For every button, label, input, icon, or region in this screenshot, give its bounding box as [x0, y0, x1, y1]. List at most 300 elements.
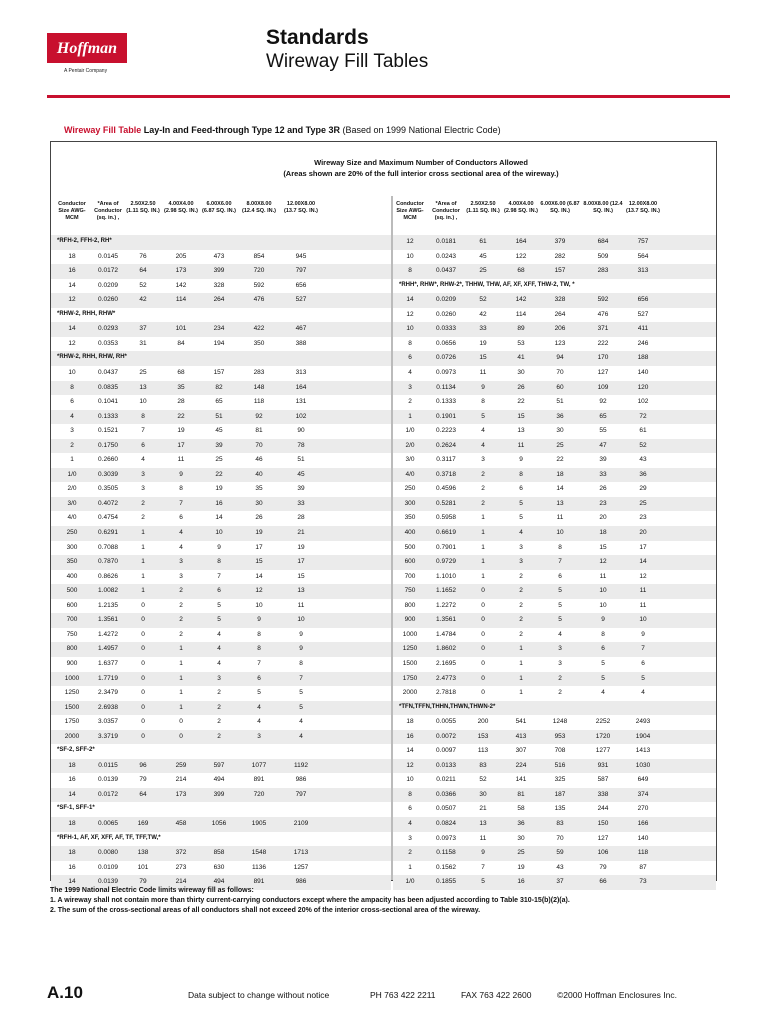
table-cell: 76 — [139, 252, 147, 260]
table-cell: 2 — [519, 572, 523, 580]
table-cell: 166 — [637, 820, 649, 827]
table-cell: 1.1652 — [436, 587, 456, 595]
table-cell: 3 — [217, 674, 221, 682]
table-cell: 11 — [639, 587, 647, 595]
table-cell: 0.0824 — [436, 820, 456, 827]
table-cell: 153 — [477, 732, 489, 740]
table-cell: 9 — [217, 543, 221, 551]
table-cell: 10 — [215, 529, 223, 536]
table-cell: 2 — [408, 849, 412, 857]
table-cell: 92 — [599, 398, 607, 406]
table-cell: 0.0080 — [98, 849, 118, 857]
table-cell: 3 — [481, 456, 485, 464]
table-cell: 3 — [141, 470, 145, 478]
table-cell: 0.0181 — [436, 238, 456, 245]
table-cell: 0 — [141, 630, 145, 638]
table-cell: 0.3718 — [436, 470, 456, 478]
table-cell: 1750 — [402, 674, 418, 682]
table-cell: 36 — [556, 412, 564, 420]
table-cell: 400 — [66, 572, 78, 580]
table-cell: 300 — [404, 499, 416, 507]
table-cell: 14 — [215, 514, 223, 522]
table-cell: 5 — [217, 616, 221, 624]
table-row — [51, 657, 391, 672]
table-cell: 1904 — [635, 732, 651, 740]
table-cell: 35 — [255, 485, 263, 493]
table-cell: 12 — [406, 310, 414, 318]
table-cell: 0 — [481, 630, 485, 638]
table-cell: 10 — [68, 368, 76, 376]
table-cell: 1248 — [552, 718, 568, 726]
table-cell: 1 — [481, 514, 485, 522]
table-cell: 21 — [297, 529, 305, 536]
table-cell: 14 — [255, 572, 263, 580]
table-cell: 19 — [517, 863, 525, 871]
table-cell: 0 — [481, 587, 485, 595]
table-cell: 750 — [404, 587, 416, 595]
table-cell: 29 — [639, 485, 647, 493]
table-cell: 16 — [406, 732, 414, 740]
table-cell: 0.0437 — [436, 267, 456, 275]
caption-title: Lay-In and Feed-through Type 12 and Type 3R — [143, 125, 340, 135]
table-row — [393, 584, 716, 599]
table-cell: 250 — [66, 529, 78, 536]
table-row — [51, 686, 391, 701]
table-cell: 400 — [404, 529, 416, 536]
table-row — [393, 439, 716, 454]
table-row — [393, 453, 716, 468]
table-cell: 270 — [637, 805, 649, 813]
table-cell: 4 — [217, 659, 221, 667]
table-row — [51, 293, 391, 308]
table-cell: 2.1695 — [436, 659, 456, 667]
table-cell: 282 — [554, 252, 566, 260]
table-cell: 2 — [519, 630, 523, 638]
section-label: *TFN,TFFN,THHN,THWN,THWN-2* — [399, 703, 496, 710]
table-cell: 141 — [515, 776, 527, 784]
table-cell: 854 — [253, 252, 265, 260]
table-cell: 541 — [515, 718, 527, 726]
table-cell: 7 — [257, 659, 261, 667]
table-cell: 6 — [257, 674, 261, 682]
column-header: 6.00X6.00 (6.87 SQ. IN.) — [540, 201, 580, 214]
table-cell: 5 — [257, 689, 261, 697]
table-cell: 7 — [141, 427, 145, 435]
column-header: 8.00X8.00 (12.4 SQ. IN.) — [242, 201, 276, 214]
table-cell: 1.3561 — [98, 616, 118, 624]
table-cell: 374 — [637, 790, 649, 798]
table-cell: 0.0353 — [98, 339, 118, 347]
table-cell: 55 — [599, 427, 607, 435]
table-cell: 0.9729 — [436, 558, 456, 566]
table-row — [393, 293, 716, 308]
table-row — [51, 773, 391, 788]
table-cell: 157 — [554, 267, 566, 275]
logo-subtitle: A Pentair Company — [64, 68, 108, 74]
table-cell: 3 — [519, 543, 523, 551]
table-cell: 0.4596 — [436, 485, 456, 493]
table-row — [51, 701, 391, 716]
table-cell: 140 — [637, 368, 649, 376]
table-cell: 39 — [599, 456, 607, 464]
table-cell: 0.1134 — [436, 383, 456, 391]
table-cell: 53 — [517, 339, 525, 347]
table-cell: 12 — [68, 296, 76, 304]
table-cell: 797 — [295, 267, 307, 275]
table-cell: 65 — [215, 398, 223, 406]
table-cell: 4 — [179, 529, 183, 536]
table-cell: 2 — [217, 689, 221, 697]
table-cell: 259 — [175, 761, 187, 769]
table-cell: 14 — [406, 296, 414, 304]
table-cell: 1.4272 — [98, 630, 118, 638]
column-header: 6.00X6.00 (6.87 SQ. IN.) — [202, 201, 236, 214]
table-cell: 325 — [554, 776, 566, 784]
table-row — [393, 759, 716, 774]
table-cell: 0.0209 — [436, 296, 456, 304]
table-cell: 5 — [299, 689, 303, 697]
table-cell: 7 — [299, 674, 303, 682]
table-cell: 467 — [295, 325, 307, 333]
table-cell: 92 — [255, 412, 263, 420]
table-cell: 6 — [519, 485, 523, 493]
table-cell: 273 — [175, 863, 187, 871]
table-cell: 5 — [558, 601, 562, 609]
table-cell: 8 — [141, 412, 145, 420]
table-row — [51, 817, 391, 832]
table-cell: 0.0072 — [436, 732, 456, 740]
table-cell: 0.5958 — [436, 514, 456, 522]
table-cell: 1905 — [251, 820, 267, 827]
table-cell: 3 — [519, 558, 523, 566]
table-cell: 15 — [599, 543, 607, 551]
table-cell: 0.0145 — [98, 252, 118, 260]
section-header-row — [51, 802, 391, 817]
table-cell: 0 — [141, 601, 145, 609]
column-header: 12.00X8.00 (13.7 SQ. IN.) — [284, 201, 318, 214]
table-cell: 2 — [179, 616, 183, 624]
table-cell: 45 — [215, 427, 223, 435]
table-cell: 5 — [481, 878, 485, 886]
table-cell: 18 — [68, 820, 76, 827]
table-cell: 23 — [639, 514, 647, 522]
table-cell: 0 — [141, 616, 145, 624]
table-cell: 187 — [554, 790, 566, 798]
section-label: *RHW-2, RHH, RHW* — [57, 310, 116, 317]
table-cell: 300 — [66, 543, 78, 551]
table-cell: 142 — [515, 296, 527, 304]
table-cell: 131 — [295, 398, 307, 406]
table-cell: 205 — [175, 252, 187, 260]
table-cell: 25 — [479, 267, 487, 275]
table-cell: 101 — [137, 863, 149, 871]
table-cell: 0.1041 — [98, 398, 118, 406]
table-banner — [126, 157, 716, 179]
table-cell: 9 — [257, 616, 261, 624]
table-cell: 371 — [597, 325, 609, 333]
table-cell: 127 — [597, 834, 609, 842]
table-cell: 0.1750 — [98, 441, 118, 449]
table-row — [393, 846, 716, 861]
table-cell: 2.6938 — [98, 703, 118, 711]
table-row — [393, 322, 716, 337]
table-cell: 14 — [556, 485, 564, 493]
table-row — [393, 555, 716, 570]
table-cell: 6 — [217, 587, 221, 595]
table-cell: 986 — [295, 776, 307, 784]
table-cell: 31 — [139, 339, 147, 347]
footer-phone: PH 763 422 2211 — [370, 990, 436, 1000]
table-cell: 41 — [517, 354, 525, 362]
table-cell: 4 — [519, 529, 523, 536]
table-cell: 1030 — [635, 761, 651, 769]
table-row — [393, 250, 716, 265]
table-cell: 2252 — [595, 718, 611, 726]
table-cell: 2 — [179, 601, 183, 609]
table-cell: 1548 — [251, 849, 267, 857]
table-cell: 1 — [408, 412, 412, 420]
table-cell: 0.2624 — [436, 441, 456, 449]
table-cell: 23 — [599, 499, 607, 507]
table-cell: 214 — [175, 878, 187, 886]
table-cell: 1.3561 — [436, 616, 456, 624]
table-cell: 0.6619 — [436, 529, 456, 536]
table-cell: 1/0 — [405, 427, 415, 435]
table-row — [393, 613, 716, 628]
table-row — [393, 381, 716, 396]
table-cell: 37 — [139, 325, 147, 333]
table-cell: 13 — [556, 499, 564, 507]
table-cell: 2 — [481, 470, 485, 478]
caption-note: (Based on 1999 National Electric Code) — [342, 125, 501, 135]
table-cell: 20 — [599, 514, 607, 522]
table-cell: 22 — [177, 412, 185, 420]
table-row — [51, 788, 391, 803]
table-row — [51, 526, 391, 541]
table-cell: 89 — [517, 325, 525, 333]
table-cell: 169 — [137, 820, 149, 827]
section-header-row — [393, 279, 716, 294]
table-cell: 8 — [408, 267, 412, 275]
table-cell: 1.7719 — [98, 674, 118, 682]
table-cell: 5 — [601, 659, 605, 667]
table-cell: 78 — [297, 441, 305, 449]
table-cell: 0.3039 — [98, 470, 118, 478]
table-cell: 283 — [253, 368, 265, 376]
table-cell: 39 — [215, 441, 223, 449]
table-cell: 900 — [404, 616, 416, 624]
table-row — [51, 759, 391, 774]
table-cell: 1500 — [402, 659, 418, 667]
table-row — [51, 381, 391, 396]
table-cell: 2 — [519, 587, 523, 595]
table-cell: 2493 — [635, 718, 651, 726]
table-cell: 0.4072 — [98, 499, 118, 507]
table-cell: 0.1521 — [98, 427, 118, 435]
table-row — [393, 599, 716, 614]
table-cell: 13 — [517, 427, 525, 435]
table-cell: 46 — [255, 456, 263, 464]
section-label: *SF-2, SFF-2* — [57, 747, 95, 754]
table-cell: 0.0973 — [436, 368, 456, 376]
table-cell: 0.0366 — [436, 790, 456, 798]
table-cell: 2 — [519, 601, 523, 609]
table-cell: 750 — [66, 630, 78, 638]
table-cell: 36 — [517, 820, 525, 827]
section-label: *RHW-2, RHH, RHW, RH* — [57, 354, 127, 361]
table-cell: 1713 — [293, 849, 309, 857]
table-cell: 14 — [68, 878, 76, 886]
table-cell: 51 — [556, 398, 564, 406]
table-cell: 102 — [295, 412, 307, 420]
table-cell: 1 — [141, 529, 145, 536]
table-cell: 140 — [637, 834, 649, 842]
table-caption — [64, 125, 501, 135]
table-cell: 28 — [177, 398, 185, 406]
table-cell: 4 — [257, 718, 261, 726]
table-cell: 476 — [597, 310, 609, 318]
table-cell: 4/0 — [67, 514, 77, 522]
table-cell: 5 — [519, 514, 523, 522]
table-cell: 0 — [481, 689, 485, 697]
table-cell: 0.8626 — [98, 572, 118, 580]
table-cell: 7 — [217, 572, 221, 580]
table-cell: 10 — [406, 776, 414, 784]
note-intro: The 1999 National Electric Code limits wireway fill as follows: — [50, 887, 254, 894]
table-cell: 0 — [481, 616, 485, 624]
table-cell: 8 — [408, 339, 412, 347]
table-cell: 891 — [253, 776, 265, 784]
table-cell: 8 — [558, 543, 562, 551]
table-cell: 0.2223 — [436, 427, 456, 435]
table-cell: 51 — [215, 412, 223, 420]
hoffman-logo — [47, 33, 127, 63]
table-cell: 70 — [556, 368, 564, 376]
table-cell: 14 — [68, 790, 76, 798]
table-cell: 4 — [481, 441, 485, 449]
table-cell: 15 — [517, 412, 525, 420]
table-cell: 127 — [597, 368, 609, 376]
table-cell: 0.0333 — [436, 325, 456, 333]
table-cell: 83 — [479, 761, 487, 769]
table-cell: 96 — [139, 761, 147, 769]
table-cell: 33 — [297, 499, 305, 507]
table-cell: 0 — [481, 645, 485, 653]
table-row — [393, 628, 716, 643]
table-cell: 43 — [556, 863, 564, 871]
footer-fax: FAX 763 422 2600 — [461, 990, 532, 1000]
table-cell: 10 — [599, 601, 607, 609]
table-cell: 1 — [408, 863, 412, 871]
table-cell: 250 — [404, 485, 416, 493]
table-row — [393, 424, 716, 439]
table-cell: 11 — [517, 441, 525, 449]
table-row — [51, 642, 391, 657]
table-cell: 8 — [217, 558, 221, 566]
table-cell: 2 — [558, 674, 562, 682]
section-header-row — [51, 308, 391, 323]
table-cell: 1.6377 — [98, 659, 118, 667]
table-cell: 0 — [179, 732, 183, 740]
table-cell: 4 — [408, 820, 412, 827]
table-cell: 0.3505 — [98, 485, 118, 493]
table-cell: 25 — [639, 499, 647, 507]
table-cell: 1 — [519, 674, 523, 682]
table-cell: 597 — [213, 761, 225, 769]
section-header-row — [51, 351, 391, 366]
table-cell: 264 — [213, 296, 225, 304]
table-cell: 6 — [408, 805, 412, 813]
table-cell: 8 — [601, 630, 605, 638]
table-cell: 11 — [479, 834, 487, 842]
table-cell: 1 — [481, 543, 485, 551]
table-cell: 118 — [253, 398, 265, 406]
table-cell: 113 — [477, 747, 489, 755]
table-row — [51, 541, 391, 556]
table-row — [393, 686, 716, 701]
table-cell: 1 — [179, 703, 183, 711]
table-cell: 0 — [481, 659, 485, 667]
table-cell: 8 — [70, 383, 74, 391]
table-cell: 1500 — [64, 703, 80, 711]
table-cell: 0.0172 — [98, 790, 118, 798]
table-cell: 986 — [295, 878, 307, 886]
table-cell: 0.0211 — [436, 776, 456, 784]
table-cell: 0.0243 — [436, 252, 456, 260]
table-row — [51, 584, 391, 599]
table-cell: 0.0172 — [98, 267, 118, 275]
table-cell: 9 — [481, 849, 485, 857]
table-cell: 19 — [255, 529, 263, 536]
table-cell: 65 — [599, 412, 607, 420]
table-cell: 1077 — [251, 761, 267, 769]
table-cell: 16 — [517, 878, 525, 886]
table-cell: 0.0835 — [98, 383, 118, 391]
table-cell: 81 — [255, 427, 263, 435]
table-cell: 413 — [515, 732, 527, 740]
table-cell: 7 — [558, 558, 562, 566]
table-cell: 2109 — [293, 820, 309, 827]
table-cell: 1720 — [595, 732, 611, 740]
table-cell: 8 — [481, 398, 485, 406]
table-cell: 5 — [519, 499, 523, 507]
table-cell: 3 — [408, 383, 412, 391]
table-cell: 83 — [556, 820, 564, 827]
table-cell: 0.0109 — [98, 863, 118, 871]
table-cell: 7 — [481, 863, 485, 871]
table-cell: 9 — [641, 630, 645, 638]
table-cell: 68 — [177, 368, 185, 376]
table-cell: 1 — [141, 572, 145, 580]
table-cell: 33 — [479, 325, 487, 333]
table-row — [393, 511, 716, 526]
section-label: *RHH*, RHW*, RHW-2*, THHW, THW, AF, XF, XFF, THW-2, TW, * — [399, 281, 575, 288]
table-cell: 5 — [299, 703, 303, 711]
table-cell: 70 — [255, 441, 263, 449]
table-cell: 52 — [479, 776, 487, 784]
table-cell: 1.1010 — [436, 572, 456, 580]
table-cell: 11 — [297, 601, 305, 609]
table-cell: 1750 — [64, 718, 80, 726]
table-cell: 18 — [556, 470, 564, 478]
table-cell: 1 — [519, 645, 523, 653]
table-cell: 26 — [599, 485, 607, 493]
table-cell: 0 — [481, 601, 485, 609]
table-row — [51, 439, 391, 454]
table-cell: 26 — [517, 383, 525, 391]
table-cell: 6 — [179, 514, 183, 522]
table-cell: 5 — [641, 674, 645, 682]
